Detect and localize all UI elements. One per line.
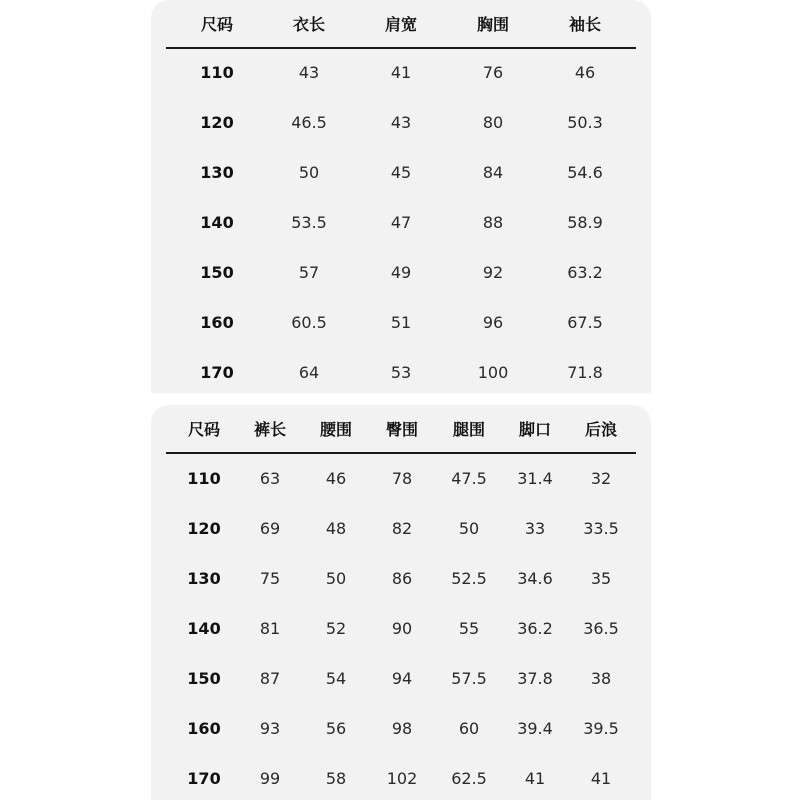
cell-shoulder: 51 — [390, 313, 412, 332]
cell-sleeve: 54.6 — [567, 163, 603, 182]
cell-size: 140 — [187, 619, 221, 638]
cell-length: 53.5 — [291, 213, 327, 232]
cell-hip: 90 — [391, 619, 413, 638]
table-row — [151, 58, 651, 88]
tops-header-divider — [166, 47, 636, 49]
table-row — [151, 358, 651, 388]
cell-sleeve: 71.8 — [567, 363, 603, 382]
cell-length: 50 — [298, 163, 320, 182]
header-size: 尺码 — [200, 15, 233, 34]
cell-leg-opening: 37.8 — [517, 669, 553, 688]
cell-leg-opening: 34.6 — [517, 569, 553, 588]
cell-sleeve: 46 — [574, 63, 596, 82]
cell-shoulder: 45 — [390, 163, 412, 182]
cell-chest: 84 — [482, 163, 504, 182]
cell-hip: 98 — [391, 719, 413, 738]
cell-leg-opening: 41 — [524, 769, 546, 788]
header-shoulder: 肩宽 — [384, 15, 417, 34]
header-waist: 腰围 — [319, 420, 352, 439]
cell-size: 160 — [200, 313, 234, 332]
header-thigh: 腿围 — [452, 420, 485, 439]
tops-size-table — [151, 0, 651, 393]
table-row — [151, 158, 651, 188]
header-pants-length: 裤长 — [253, 420, 286, 439]
table-row — [151, 564, 651, 594]
cell-hip: 86 — [391, 569, 413, 588]
cell-hip: 78 — [391, 469, 413, 488]
cell-length: 64 — [298, 363, 320, 382]
header-length: 衣长 — [292, 15, 325, 34]
table-row — [151, 208, 651, 238]
cell-waist: 48 — [325, 519, 347, 538]
cell-leg-opening: 31.4 — [517, 469, 553, 488]
cell-size: 170 — [200, 363, 234, 382]
cell-chest: 100 — [477, 363, 509, 382]
cell-thigh: 62.5 — [451, 769, 487, 788]
cell-hip: 82 — [391, 519, 413, 538]
table-row — [151, 108, 651, 138]
cell-sleeve: 58.9 — [567, 213, 603, 232]
cell-leg-opening: 33 — [524, 519, 546, 538]
cell-back-rise: 35 — [590, 569, 612, 588]
cell-sleeve: 63.2 — [567, 263, 603, 282]
header-chest: 胸围 — [476, 15, 509, 34]
pants-table-header — [151, 405, 651, 453]
cell-size: 130 — [187, 569, 221, 588]
cell-pants-length: 87 — [259, 669, 281, 688]
cell-size: 140 — [200, 213, 234, 232]
cell-size: 150 — [187, 669, 221, 688]
table-row — [151, 464, 651, 494]
table-row — [151, 514, 651, 544]
cell-pants-length: 99 — [259, 769, 281, 788]
cell-shoulder: 43 — [390, 113, 412, 132]
cell-size: 130 — [200, 163, 234, 182]
cell-thigh: 60 — [458, 719, 480, 738]
cell-back-rise: 38 — [590, 669, 612, 688]
cell-size: 110 — [200, 63, 234, 82]
cell-leg-opening: 36.2 — [517, 619, 553, 638]
cell-shoulder: 53 — [390, 363, 412, 382]
cell-pants-length: 69 — [259, 519, 281, 538]
cell-waist: 46 — [325, 469, 347, 488]
cell-shoulder: 49 — [390, 263, 412, 282]
cell-sleeve: 67.5 — [567, 313, 603, 332]
table-row — [151, 308, 651, 338]
table-row — [151, 764, 651, 794]
cell-thigh: 52.5 — [451, 569, 487, 588]
cell-chest: 76 — [482, 63, 504, 82]
cell-length: 57 — [298, 263, 320, 282]
cell-hip: 102 — [386, 769, 418, 788]
cell-pants-length: 63 — [259, 469, 281, 488]
cell-waist: 50 — [325, 569, 347, 588]
cell-chest: 96 — [482, 313, 504, 332]
cell-thigh: 50 — [458, 519, 480, 538]
cell-size: 120 — [200, 113, 234, 132]
cell-length: 43 — [298, 63, 320, 82]
cell-length: 60.5 — [291, 313, 327, 332]
cell-back-rise: 41 — [590, 769, 612, 788]
cell-size: 170 — [187, 769, 221, 788]
table-row — [151, 258, 651, 288]
cell-hip: 94 — [391, 669, 413, 688]
cell-back-rise: 39.5 — [583, 719, 619, 738]
cell-thigh: 57.5 — [451, 669, 487, 688]
table-row — [151, 614, 651, 644]
table-row — [151, 664, 651, 694]
cell-sleeve: 50.3 — [567, 113, 603, 132]
cell-size: 110 — [187, 469, 221, 488]
cell-size: 120 — [187, 519, 221, 538]
cell-waist: 58 — [325, 769, 347, 788]
cell-back-rise: 32 — [590, 469, 612, 488]
header-hip: 臀围 — [385, 420, 418, 439]
cell-pants-length: 81 — [259, 619, 281, 638]
cell-waist: 56 — [325, 719, 347, 738]
header-sleeve: 袖长 — [568, 15, 601, 34]
cell-thigh: 55 — [458, 619, 480, 638]
cell-length: 46.5 — [291, 113, 327, 132]
header-back-rise: 后浪 — [584, 420, 617, 439]
cell-waist: 52 — [325, 619, 347, 638]
cell-chest: 92 — [482, 263, 504, 282]
table-row — [151, 714, 651, 744]
cell-chest: 80 — [482, 113, 504, 132]
cell-pants-length: 75 — [259, 569, 281, 588]
cell-pants-length: 93 — [259, 719, 281, 738]
cell-size: 160 — [187, 719, 221, 738]
header-leg-opening: 脚口 — [518, 420, 551, 439]
pants-header-divider — [166, 452, 636, 454]
cell-waist: 54 — [325, 669, 347, 688]
cell-shoulder: 41 — [390, 63, 412, 82]
cell-back-rise: 33.5 — [583, 519, 619, 538]
cell-thigh: 47.5 — [451, 469, 487, 488]
cell-back-rise: 36.5 — [583, 619, 619, 638]
tops-table-header — [151, 0, 651, 48]
cell-chest: 88 — [482, 213, 504, 232]
header-size: 尺码 — [187, 420, 220, 439]
cell-leg-opening: 39.4 — [517, 719, 553, 738]
pants-size-table — [151, 405, 651, 800]
cell-size: 150 — [200, 263, 234, 282]
cell-shoulder: 47 — [390, 213, 412, 232]
